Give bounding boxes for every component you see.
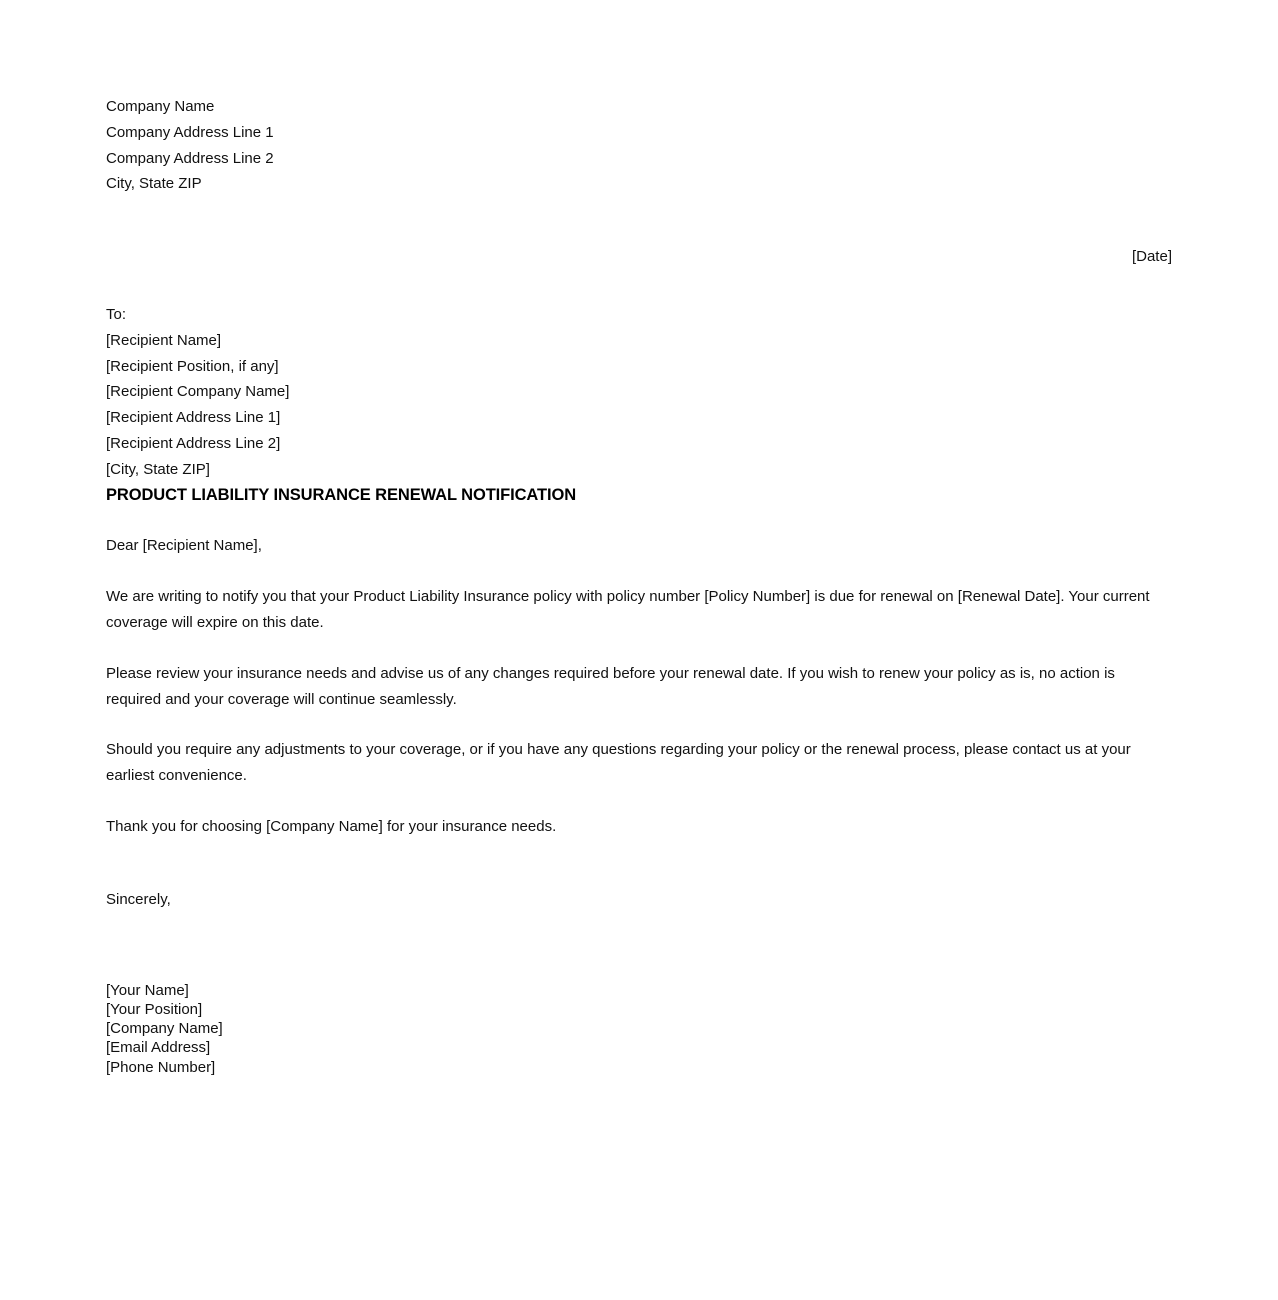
recipient-name: [Recipient Name] [106,331,222,349]
sender-address-block [106,94,1172,197]
recipient-address-line-2: [Recipient Address Line 2] [106,434,281,452]
signature-company-name: [Company Name] [106,1020,223,1038]
letter-date: [Date] [1131,248,1172,266]
sender-company-name: Company Name [106,98,215,115]
recipient-address-block [106,302,1172,483]
letter-body [106,584,1172,840]
signature-block [106,981,1172,1077]
body-paragraph-renewal-notice: We are writing to notify you that your Product Liability Insurance policy with policy number [Policy Number] is due for renewal on [Renewal Date]. Your current coverage will expire on this date. [106,588,1150,631]
salutation: Dear [Recipient Name], [106,537,262,555]
body-paragraph-thank-you: Thank you for choosing [Company Name] for your insurance needs. [106,817,557,835]
body-paragraph-review-needs: Please review your insurance needs and advise us of any changes required before your renewal date. If you wish to renew your policy as is, no action is required and your coverage will continue seamlessly. [106,664,1115,708]
body-paragraph-contact-us: Should you require any adjustments to your coverage, or if you have any questions regarding your policy or the renewal process, please contact us at your earliest convenience. [106,741,1131,785]
sender-address-line-1: Company Address Line 1 [106,123,274,141]
letter-subject-heading: PRODUCT LIABILITY INSURANCE RENEWAL NOTIFICATION [106,485,577,504]
letter-page [106,94,1172,1077]
sender-city-state-zip: City, State ZIP [106,175,202,193]
signature-phone: [Phone Number] [106,1058,216,1076]
recipient-company-name: [Recipient Company Name] [106,383,290,401]
recipient-position: [Recipient Position, if any] [106,357,279,375]
sender-address-line-2: Company Address Line 2 [106,149,274,167]
signature-name: [Your Name] [106,981,189,999]
closing: Sincerely, [106,890,171,908]
signature-email: [Email Address] [106,1039,211,1057]
recipient-to-label: To: [106,305,127,323]
recipient-address-line-1: [Recipient Address Line 1] [106,409,281,427]
signature-position: [Your Position] [106,1000,203,1018]
recipient-city-state-zip: [City, State ZIP] [106,460,210,478]
